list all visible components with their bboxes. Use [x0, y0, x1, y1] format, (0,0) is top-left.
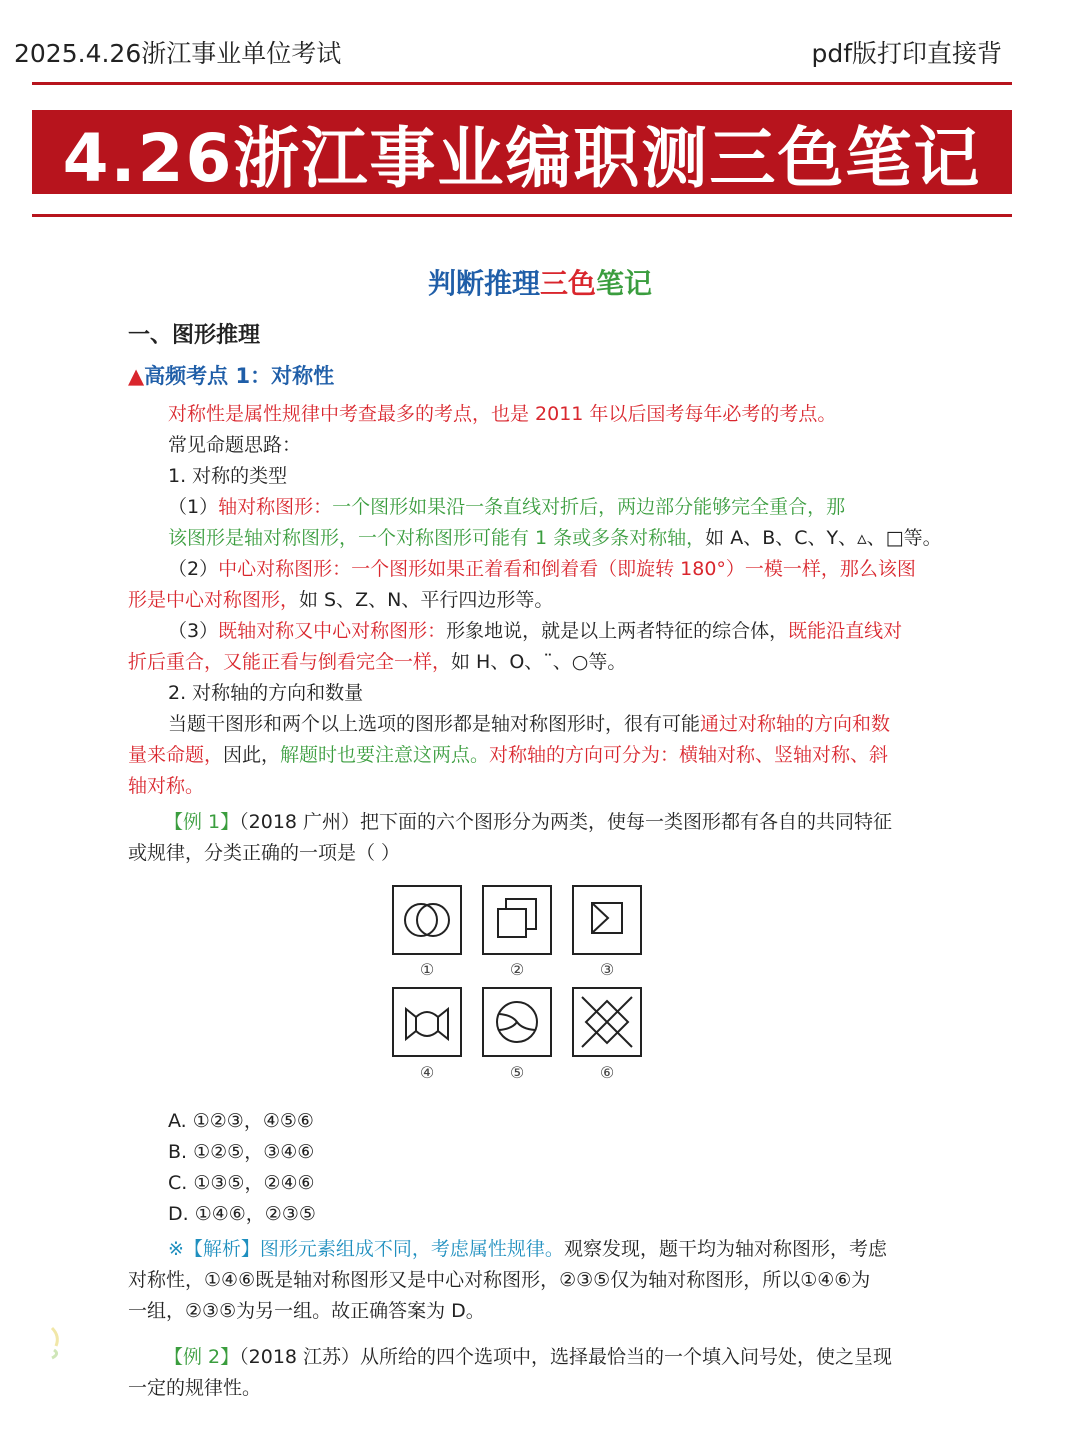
analysis-text2: 对称性，①④⑥既是轴对称图形又是中心对称图形，②③⑤仅为轴对称图形，所以①④⑥为 — [128, 1269, 871, 1291]
figure-label-1: ① — [419, 960, 435, 979]
example2-text1: （2018 江苏）从所给的四个选项中，选择最恰当的一个填入问号处，使之呈现 — [239, 1346, 893, 1368]
figure-label-2: ② — [509, 960, 525, 979]
subtitle — [0, 262, 1080, 302]
type3-red: 既能沿直线对 — [788, 620, 903, 642]
type-heading: 1. 对称的类型 — [168, 465, 288, 487]
example1-tag: 【例 1】 — [164, 811, 240, 833]
axis-p2: 因此， — [223, 744, 281, 766]
axis-line2 — [128, 743, 888, 767]
intro-text: 对称性是属性规律中考查最多的考点，也是 2011 年以后国考每年必考的考点。 — [168, 403, 837, 425]
figure-grid — [385, 880, 655, 1085]
subtitle-part1: 判断推理 — [427, 267, 540, 300]
analysis-hint: 图形元素组成不同，考虑属性规律。 — [259, 1238, 564, 1260]
decorative-mark-icon — [48, 1322, 66, 1362]
type3-examples: 如 H、O、¨、○等。 — [451, 651, 627, 673]
type2-line — [168, 557, 916, 581]
type1-def: 一个图形如果沿一条直线对折后，两边部分能够完全重合，那 — [332, 496, 846, 518]
type1-line — [168, 495, 845, 519]
type1-num: （1） — [168, 496, 219, 518]
type2-examples: 如 S、Z、N、平行四边形等。 — [299, 589, 554, 611]
bottom-rule — [32, 214, 1012, 217]
axis-red3: 对称轴的方向可分为：横轴对称、竖轴对称、斜 — [489, 744, 889, 766]
axis-red1: 通过对称轴的方向和数 — [700, 713, 891, 735]
example1-text2: 或规律，分类正确的一项是（ ） — [128, 842, 401, 864]
type1-examples: 如 A、B、C、Y、▵、□等。 — [705, 527, 942, 549]
analysis-line1 — [168, 1237, 887, 1261]
figure-3 — [572, 885, 642, 955]
axis-green: 解题时也要注意这两点。 — [280, 744, 490, 766]
example2-tag: 【例 2】 — [164, 1346, 240, 1368]
triangle-icon: ▲ — [128, 364, 145, 388]
figure-label-4: ④ — [419, 1063, 435, 1082]
figure-label-5: ⑤ — [509, 1063, 525, 1082]
banner-title: 4.26浙江事业编职测三色笔记 — [62, 119, 982, 197]
type1-line2 — [168, 526, 942, 550]
axis-red4: 轴对称。 — [128, 775, 205, 797]
type2-def: 一个图形如果正着看和倒着看（即旋转 180°）一模一样，那么该图 — [351, 558, 916, 580]
type2-line2 — [128, 588, 553, 612]
option-c[interactable]: C. ①③⑤，②④⑥ — [168, 1172, 315, 1194]
topic-title — [128, 360, 334, 390]
type3-red2: 折后重合，又能正看与倒看完全一样， — [128, 651, 452, 673]
axis-line1 — [168, 712, 890, 736]
figure-6 — [572, 987, 642, 1057]
option-a[interactable]: A. ①②③，④⑤⑥ — [168, 1110, 314, 1132]
axis-heading: 2. 对称轴的方向和数量 — [168, 682, 364, 704]
analysis-text1: 观察发现，题干均为轴对称图形，考虑 — [563, 1238, 887, 1260]
example2-text2: 一定的规律性。 — [128, 1377, 262, 1399]
analysis-text3: 一组，②③⑤为另一组。故正确答案为 D。 — [128, 1300, 485, 1322]
type3-line2 — [128, 650, 626, 674]
figure-label-3: ③ — [599, 960, 615, 979]
subtitle-part3: 笔记 — [596, 267, 653, 300]
figure-2 — [482, 885, 552, 955]
axis-red2: 量来命题， — [128, 744, 224, 766]
ideas-text: 常见命题思路： — [168, 434, 302, 456]
topic-label: 高频考点 1：对称性 — [144, 364, 335, 388]
title-banner — [32, 110, 1012, 197]
subtitle-part2: 三色 — [539, 267, 596, 300]
header-left: 2025.4.26浙江事业单位考试 — [14, 39, 342, 68]
option-b[interactable]: B. ①②⑤，③④⑥ — [168, 1141, 315, 1163]
example1-line1 — [164, 810, 892, 834]
type3-mid: 形象地说，就是以上两者特征的综合体， — [446, 620, 789, 642]
figure-1 — [392, 885, 462, 955]
type1-term: 轴对称图形： — [218, 496, 333, 518]
type3-line — [168, 619, 902, 643]
type2-num: （2） — [168, 558, 219, 580]
type3-term: 既轴对称又中心对称图形： — [218, 620, 447, 642]
axis-p1: 当题干图形和两个以上选项的图形都是轴对称图形时，很有可能 — [168, 713, 701, 735]
top-rule — [32, 82, 1012, 85]
option-d[interactable]: D. ①④⑥，②③⑤ — [168, 1203, 316, 1225]
type3-num: （3） — [168, 620, 219, 642]
figure-label-6: ⑥ — [599, 1063, 615, 1082]
type2-term: 中心对称图形： — [218, 558, 352, 580]
type1-def2: 该图形是轴对称图形，一个对称图形可能有 1 条或多条对称轴， — [168, 527, 706, 549]
type2-def2: 形是中心对称图形， — [128, 589, 300, 611]
figure-5 — [482, 987, 552, 1057]
example2-line1 — [164, 1345, 892, 1369]
header-right: pdf版打印直接背 — [811, 39, 1002, 68]
example1-text1: （2018 广州）把下面的六个图形分为两类，使每一类图形都有各自的共同特征 — [239, 811, 893, 833]
figure-4 — [392, 987, 462, 1057]
analysis-tag: ※【解析】 — [168, 1238, 260, 1260]
section-title: 一、图形推理 — [128, 323, 261, 348]
